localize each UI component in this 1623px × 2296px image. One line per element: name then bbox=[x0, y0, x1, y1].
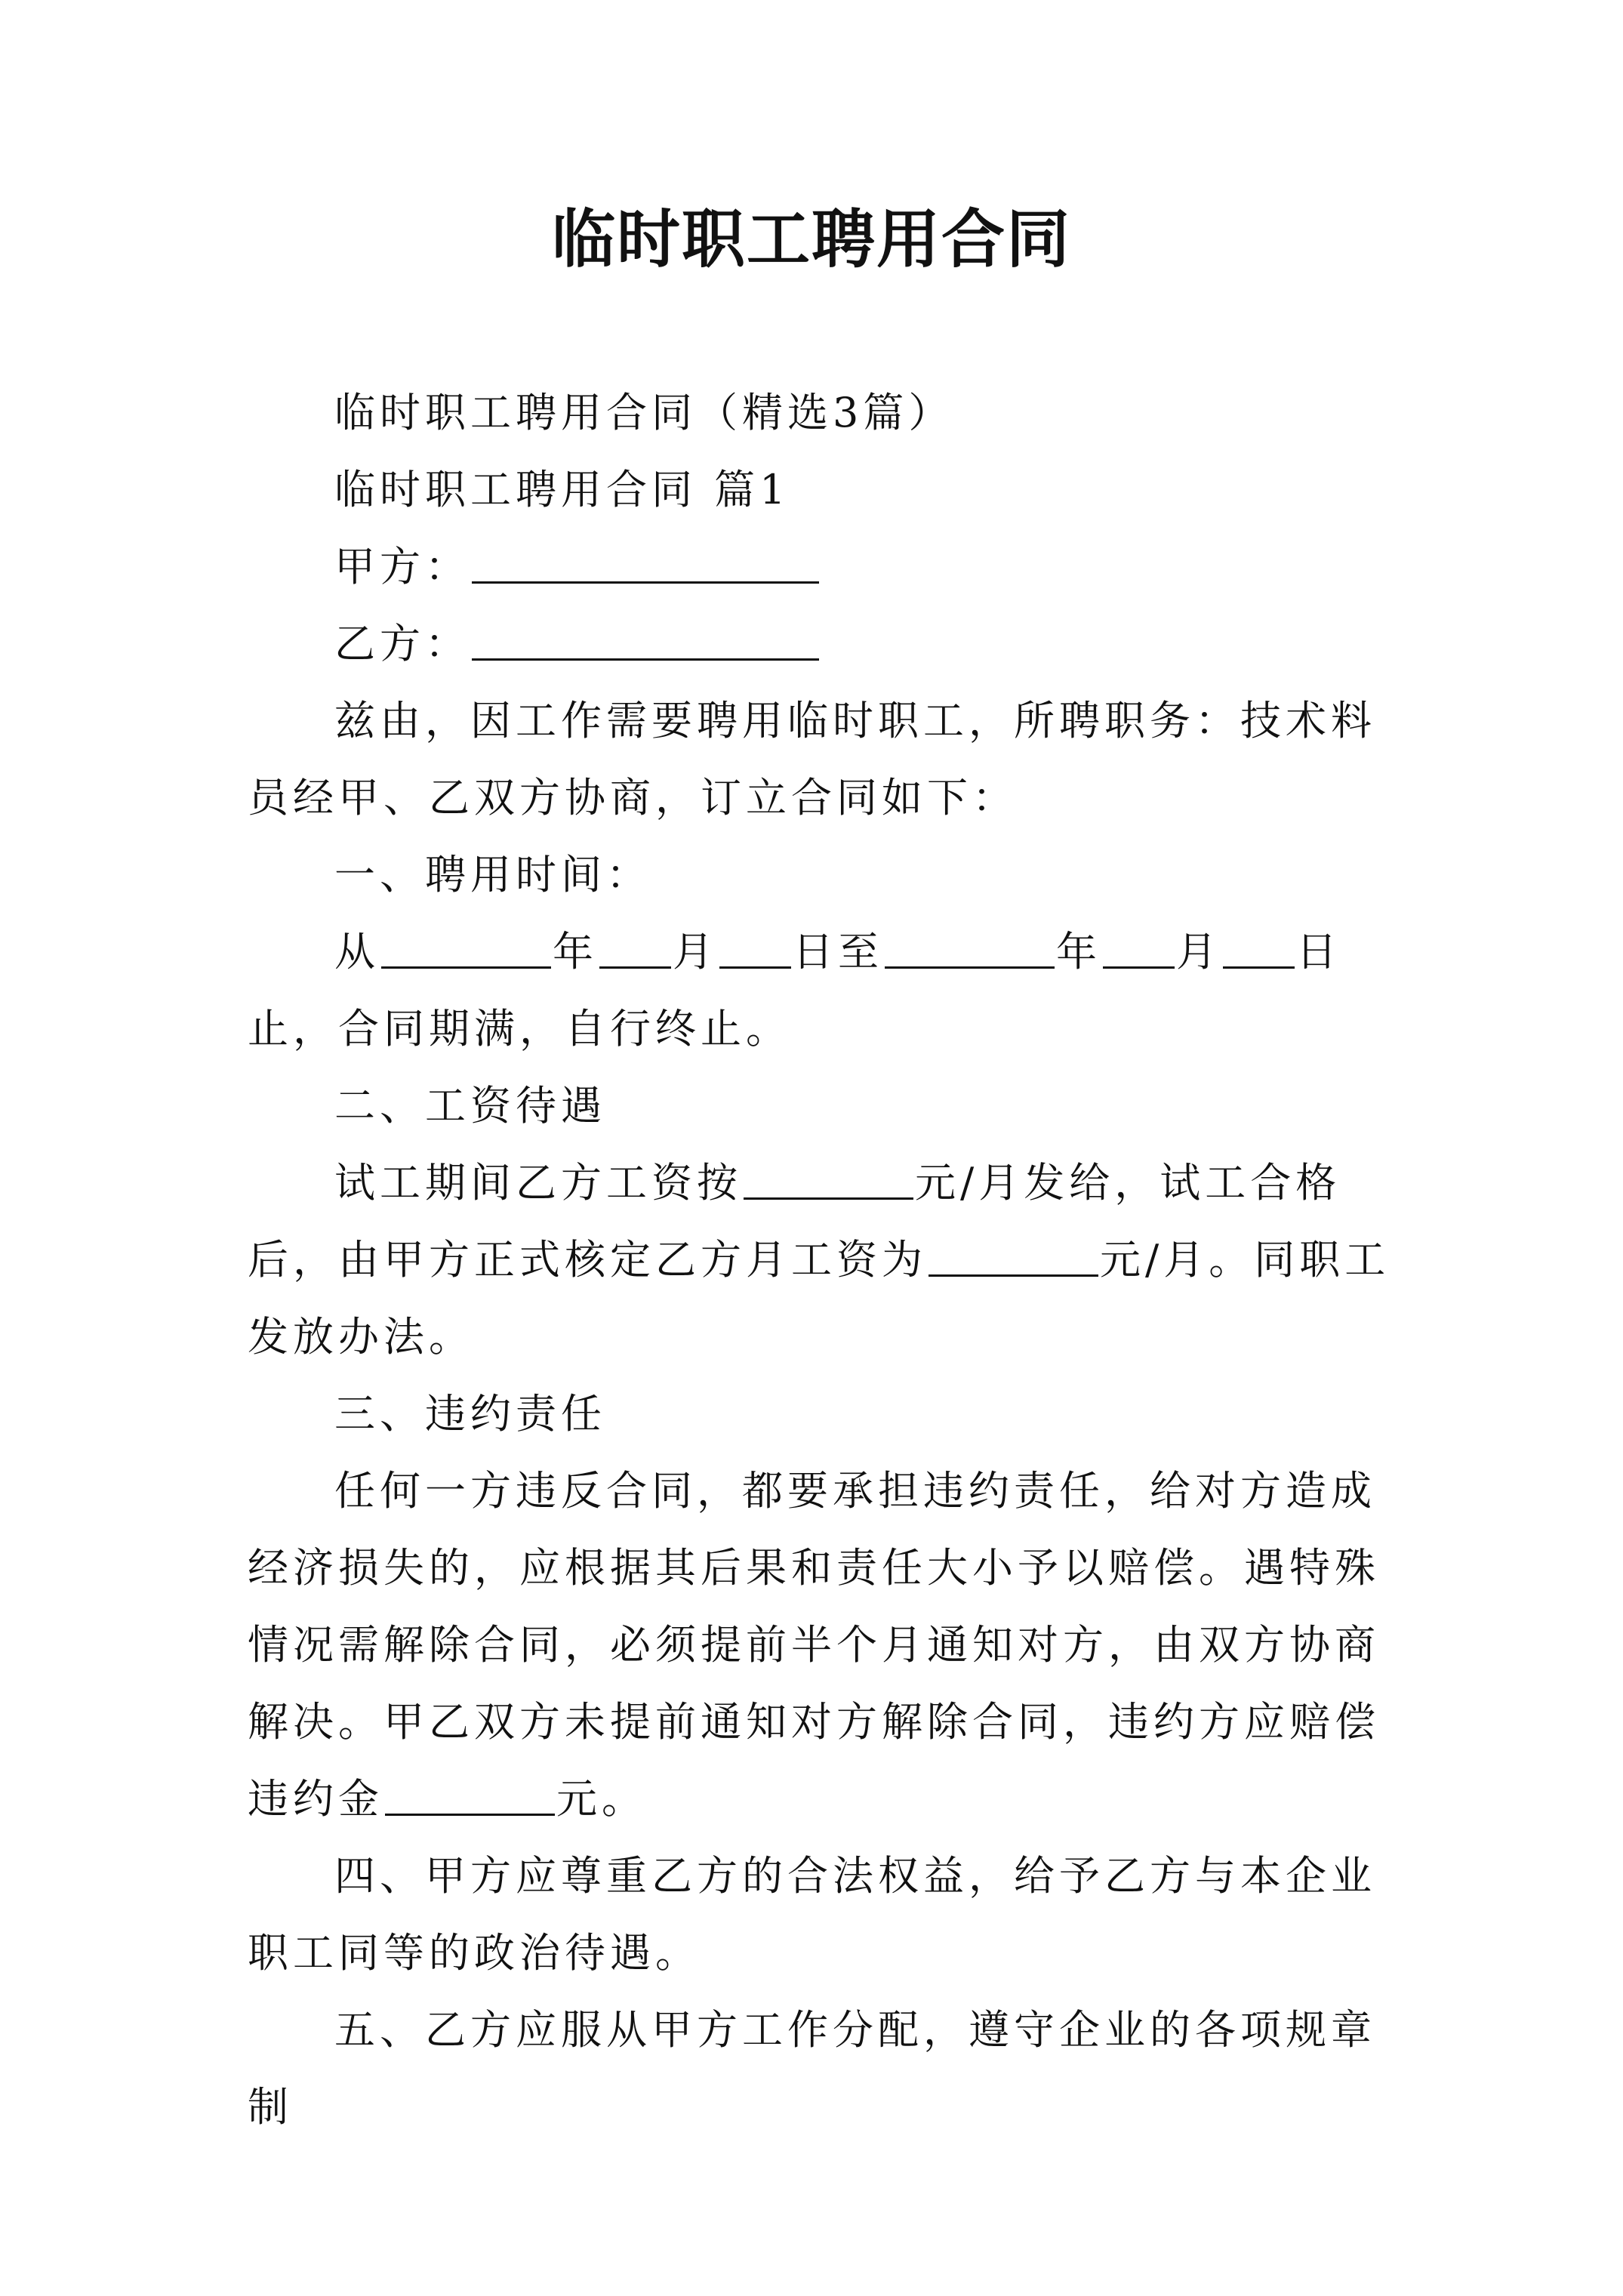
penalty-amount-blank bbox=[385, 1767, 555, 1816]
party-a-blank bbox=[472, 535, 819, 584]
month-text: 月 bbox=[1176, 928, 1221, 975]
formal-salary-blank bbox=[929, 1228, 1098, 1277]
section-heading: 临时职工聘用合同 篇1 bbox=[334, 466, 790, 513]
year-text: 年 bbox=[1056, 928, 1101, 975]
liability-text: 任何一方违反合同，都要承担违约责任，给对方造成经济损失的，应根据其后果和责任大小予以赔偿。遇特殊情况需解除合同，必须提前半个月通知对方，由双方协商解决。甲乙双方未提前通知对方解除合同，违约方应赔偿违约金 bbox=[248, 1467, 1380, 1823]
party-a-label: 甲方： bbox=[334, 543, 470, 590]
start-day-blank bbox=[719, 920, 791, 969]
party-b-label: 乙方： bbox=[334, 620, 470, 667]
month-text: 月 bbox=[673, 928, 718, 975]
preamble-paragraph: 兹由，因工作需要聘用临时职工，所聘职务：技术料员经甲、乙双方协商，订立合同如下： bbox=[248, 697, 1376, 821]
salary-text-b: 元/月发给，试工合格后，由甲方正式核定乙方月工资为 bbox=[248, 1159, 1341, 1284]
end-month-blank bbox=[1103, 920, 1175, 969]
term-from-text: 从 bbox=[334, 928, 380, 975]
salary-paragraph bbox=[248, 1145, 1395, 1376]
start-year-blank bbox=[381, 920, 551, 969]
liability-paragraph bbox=[248, 1453, 1395, 1838]
clause-5-paragraph: 五、乙方应服从甲方工作分配，遵守企业的各项规章制 bbox=[248, 2006, 1376, 2131]
start-month-blank bbox=[599, 920, 671, 969]
term-paragraph bbox=[248, 914, 1395, 1068]
clause-heading-1: 一、聘用时间： bbox=[334, 851, 651, 898]
year-text: 年 bbox=[553, 928, 598, 975]
document-title: 临时职工聘用合同 bbox=[551, 202, 1071, 276]
subtitle-line: 临时职工聘用合同（精选3篇） bbox=[334, 389, 954, 436]
salary-text-c: 元/月。同职工发放办法。 bbox=[248, 1236, 1390, 1361]
clause-4-paragraph: 四、甲方应尊重乙方的合法权益，给予乙方与本企业职工同等的政治待遇。 bbox=[248, 1852, 1376, 1977]
salary-text-a: 试工期间乙方工资按 bbox=[334, 1159, 742, 1207]
end-day-blank bbox=[1223, 920, 1295, 969]
trial-salary-blank bbox=[744, 1151, 913, 1200]
clause-heading-3: 三、违约责任 bbox=[334, 1390, 606, 1438]
end-year-blank bbox=[885, 920, 1055, 969]
day-to-text: 日至 bbox=[793, 928, 883, 975]
document-body bbox=[248, 374, 1395, 2146]
party-b-blank bbox=[472, 612, 819, 661]
liability-unit-text: 元。 bbox=[556, 1775, 647, 1823]
term-end-text: 日止，合同期满，自行终止。 bbox=[248, 928, 1341, 1052]
party-b-line bbox=[248, 606, 1395, 683]
party-a-line bbox=[248, 529, 1395, 606]
clause-heading-2: 二、工资待遇 bbox=[334, 1082, 606, 1130]
